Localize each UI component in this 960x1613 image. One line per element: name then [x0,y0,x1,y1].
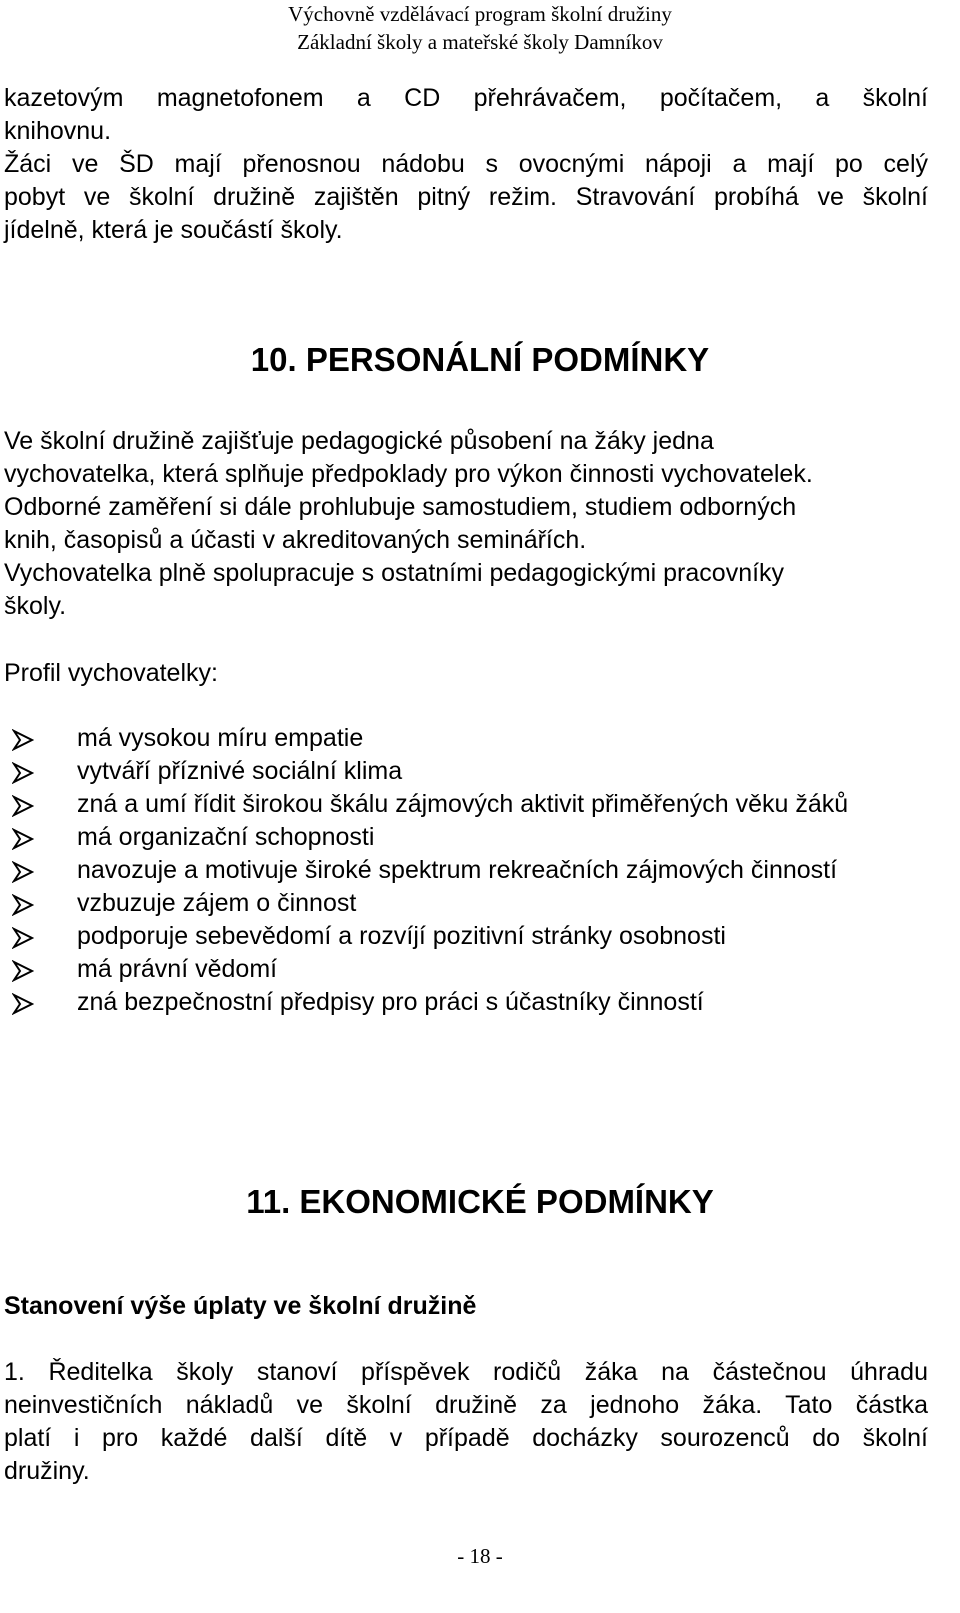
list-item [4,986,928,1019]
text-line: jídelně, která je součástí školy. [4,216,343,244]
fee-paragraph [4,1356,928,1488]
list-item [4,920,928,953]
bullet-text: má vysokou míru empatie [77,724,364,752]
text-line: neinvestičních nákladů ve školní družině za jednoho žáka. Tato částka [4,1391,928,1419]
list-item [4,821,928,854]
list-item [4,788,928,821]
text-line: kazetovým magnetofonem a CD přehrávačem, počítačem, a školní [4,84,928,112]
text-line: knihovnu. [4,117,112,145]
list-item [4,722,928,755]
bullet-text: má organizační schopnosti [77,823,375,851]
arrowhead-bullet-icon [12,795,34,817]
staff-paragraph [4,425,928,623]
arrowhead-bullet-icon [12,762,34,784]
arrowhead-bullet-icon [12,993,34,1015]
arrowhead-bullet-icon [12,894,34,916]
text-line: Žáci ve ŠD mají přenosnou nádobu s ovocnými nápoji a mají po celý [4,150,928,178]
text-line: pobyt ve školní družině zajištěn pitný režim. Stravování probíhá ve školní [4,183,928,211]
running-header-title: Výchovně vzdělávací program školní družiny [288,2,672,26]
text-line: družiny. [4,1457,90,1485]
page-number: - 18 - [457,1544,503,1568]
bullet-text: zná a umí řídit širokou škálu zájmových aktivit přiměřených věku žáků [77,790,849,818]
fee-subheading: Stanovení výše úplaty ve školní družině [4,1292,477,1320]
profile-label: Profil vychovatelky: [4,659,218,687]
arrowhead-bullet-icon [12,729,34,751]
intro-paragraph [4,82,928,247]
list-item [4,953,928,986]
arrowhead-bullet-icon [12,861,34,883]
profile-bullet-list [4,722,928,1019]
text-line: školy. [4,592,67,620]
arrowhead-bullet-icon [12,828,34,850]
arrowhead-bullet-icon [12,960,34,982]
bullet-text: podporuje sebevědomí a rozvíjí pozitivní stránky osobnosti [77,922,726,950]
bullet-text: vytváří příznivé sociální klima [77,757,403,785]
text-line: 1. Ředitelka školy stanoví příspěvek rodičů žáka na částečnou úhradu [4,1358,928,1386]
text-line: vychovatelka, která splňuje předpoklady pro výkon činnosti vychovatelek. [4,460,813,488]
list-item [4,755,928,788]
running-header-school: Základní školy a mateřské školy Damníkov [297,30,663,54]
text-line: Vychovatelka plně spolupracuje s ostatními pedagogickými pracovníky [4,559,785,587]
arrowhead-bullet-icon [12,927,34,949]
list-item [4,887,928,920]
bullet-text: má právní vědomí [77,955,278,983]
bullet-text: vzbuzuje zájem o činnost [77,889,357,917]
bullet-text: zná bezpečnostní předpisy pro práci s účastníky činností [77,988,704,1016]
text-line: knih, časopisů a účasti v akreditovaných seminářích. [4,526,587,554]
text-line: platí i pro každé další dítě v případě docházky sourozenců do školní [4,1424,928,1452]
section-11-heading: 11. EKONOMICKÉ PODMÍNKY [246,1183,714,1220]
section-10-heading: 10. PERSONÁLNÍ PODMÍNKY [250,341,710,378]
list-item [4,854,928,887]
bullet-text: navozuje a motivuje široké spektrum rekreačních zájmových činností [77,856,838,884]
text-line: Ve školní družině zajišťuje pedagogické působení na žáky jedna [4,427,714,455]
text-line: Odborné zaměření si dále prohlubuje samostudiem, studiem odborných [4,493,797,521]
